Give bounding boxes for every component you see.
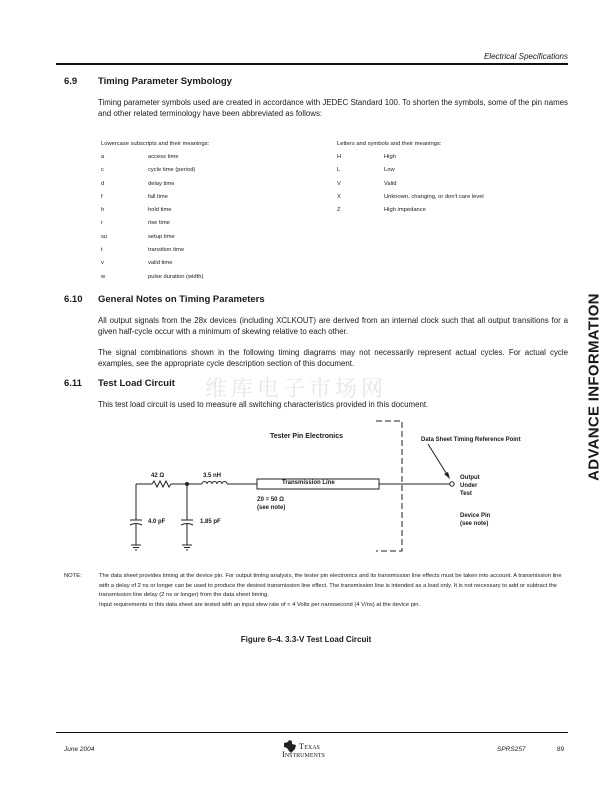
footer-doc-id: SPRS257	[497, 746, 526, 753]
footer-rule	[56, 732, 568, 733]
resistor-label: 42 Ω	[151, 473, 165, 479]
resistor-icon	[152, 481, 171, 487]
list-item: d delay time	[101, 180, 175, 187]
list-item: w pulse duration (width)	[101, 273, 204, 280]
junction-dot	[185, 482, 189, 486]
list-item: a access time	[101, 154, 179, 160]
letters-heading: Letters and symbols and their meanings:	[337, 141, 442, 147]
figure-caption: Figure 6–4. 3.3-V Test Load Circuit	[240, 635, 372, 644]
section-number: 6.9	[64, 76, 78, 87]
output-under-test-label: Output Under Test	[460, 475, 480, 497]
list-item: su setup time	[101, 233, 175, 240]
figure-note	[64, 572, 570, 610]
tester-boundary	[376, 421, 402, 551]
footer-page-number: 89	[557, 746, 565, 753]
inductor-label: 3.5 nH	[203, 473, 222, 479]
ti-logo-line2: Instruments	[282, 749, 325, 759]
section-paragraph: The signal combinations shown in the following timing diagrams may not necessarily represent actual cycles. For actual cycle examples, see the appropriate cycle description section of this document.	[98, 348, 568, 368]
device-pin-label: Device Pin (see note)	[460, 513, 491, 527]
watermark: 维库电子市场网	[205, 377, 388, 402]
list-item: c cycle time (period)	[101, 167, 196, 174]
running-header: Electrical Specifications	[483, 52, 568, 61]
cap1-label: 4.0 pF	[148, 519, 166, 525]
section-number: 6.10	[64, 294, 83, 305]
tester-label: Tester Pin Electronics	[270, 433, 344, 440]
list-item: f fall time	[101, 193, 168, 200]
section-title: Test Load Circuit	[98, 378, 175, 389]
list-item: v valid time	[101, 260, 173, 267]
note-text: Input requirements in this data sheet are tested with an input slew rate of < 4 Volts per nanosecond (4 V/ns) at the device pin.	[99, 601, 421, 608]
list-item: V Valid	[337, 180, 397, 187]
arrow-head-icon	[444, 472, 450, 479]
lowercase-heading: Lowercase subscripts and their meanings:	[101, 141, 210, 147]
z0-note: (see note)	[257, 505, 286, 511]
z0-label: Z0 = 50 Ω	[257, 497, 284, 503]
reference-point-label: Data Sheet Timing Reference Point	[421, 437, 521, 443]
section-title: General Notes on Timing Parameters	[98, 294, 265, 305]
note-text: The data sheet provides timing at the device pin. For output timing analysis, the tester pin electronics and its transmission line effects must be taken into account. A transmission line with a delay of 2 ns or longer can be used to produce the desired transmission line effect. The transmission line is intended as a load only. It is not necessary to add or subtract the transmission line delay (2 ns or longer) from the data sheet timing.	[99, 573, 562, 599]
section-paragraph: Timing parameter symbols used are created in accordance with JEDEC Standard 100. To shorten the symbols, some of the pin names and other related terminology have been abbreviated as follows:	[98, 98, 568, 118]
section-number: 6.11	[64, 378, 82, 389]
side-tab: ADVANCE INFORMATION	[585, 293, 603, 481]
ti-logo	[282, 740, 362, 762]
list-item: t transition time	[101, 247, 185, 254]
list-item: Z High impedance	[337, 207, 426, 214]
section-paragraph: This test load circuit is used to measure all switching characteristics provided in this document.	[98, 400, 429, 409]
cap2-label: 1.85 pF	[200, 519, 221, 525]
footer-date: June 2004	[64, 746, 95, 753]
ti-logo-line1: Texas	[299, 741, 320, 751]
inductor-icon	[202, 482, 227, 485]
list-item: r rise time	[101, 220, 170, 227]
list-item: h hold time	[101, 207, 172, 214]
list-item: L Low	[337, 167, 395, 174]
section-paragraph: All output signals from the 28x devices (including XCLKOUT) are derived from an internal clock such that all output transitions for a given half-cycle occur with a minimum of skewing relative to each other.	[98, 316, 568, 336]
list-item: H High	[337, 154, 396, 160]
transmission-line-label: Transmission Line	[282, 480, 335, 486]
note-label: NOTE:	[64, 573, 82, 579]
output-pin-icon	[450, 482, 454, 486]
list-item: X Unknown, changing, or don't care level	[337, 193, 484, 200]
section-title: Timing Parameter Symbology	[98, 76, 232, 87]
